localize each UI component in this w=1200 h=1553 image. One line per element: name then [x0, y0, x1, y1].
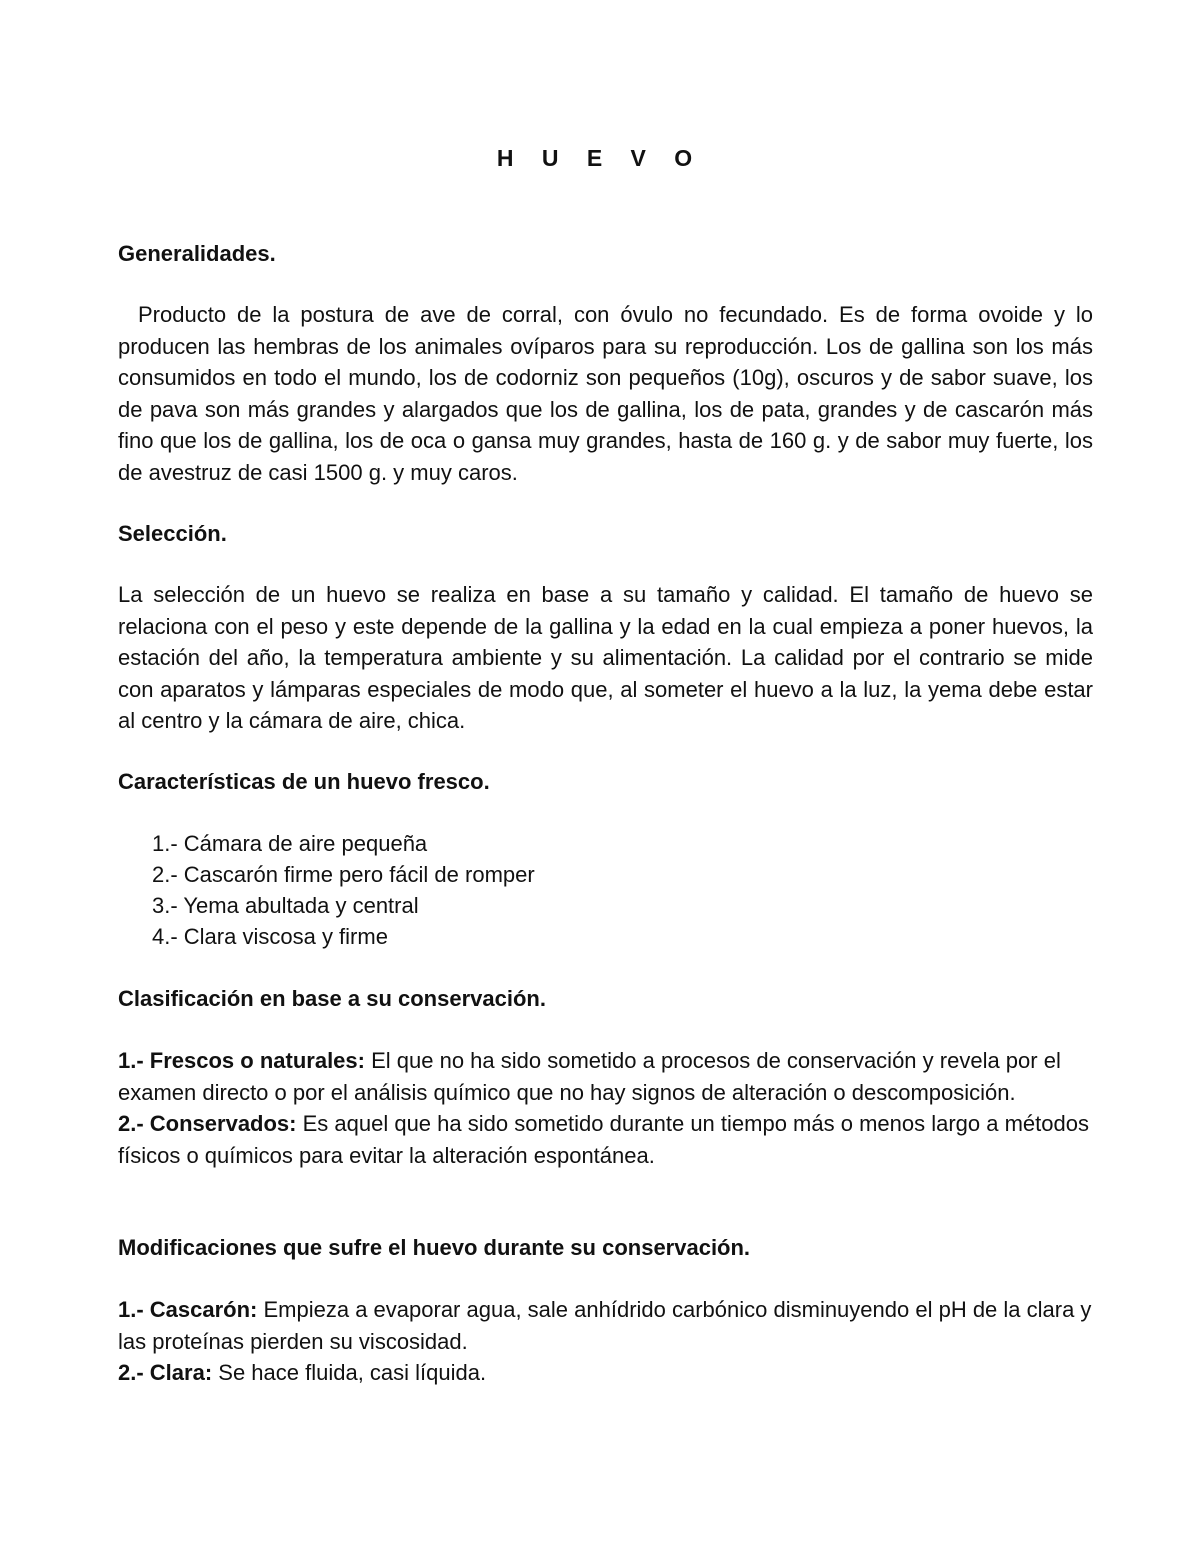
list-item: 3.- Yema abultada y central — [152, 893, 419, 918]
modificaciones-item-clara — [118, 1357, 1093, 1389]
clasificacion-list — [118, 1045, 1093, 1171]
heading-clasificacion: Clasificación en base a su conservación. — [118, 986, 546, 1011]
item-text: Se hace fluida, casi líquida. — [212, 1360, 487, 1385]
list-item: 2.- Cascarón firme pero fácil de romper — [152, 862, 535, 887]
modificaciones-list — [118, 1294, 1093, 1389]
heading-modificaciones: Modificaciones que sufre el huevo durante su conservación. — [118, 1235, 751, 1260]
clasificacion-item-conservados — [118, 1108, 1093, 1171]
list-item: 4.- Clara viscosa y firme — [152, 924, 388, 949]
heading-seleccion: Selección. — [118, 521, 227, 546]
item-label: 2.- Conservados: — [118, 1111, 297, 1136]
item-text: El que no ha sido sometido a procesos de conservación y revela por el examen directo o por el análisis químico que no hay signos de alteración o descomposición. — [118, 1048, 1061, 1105]
item-text: Es aquel que ha sido sometido durante un tiempo más o menos largo a métodos físicos o químicos para evitar la alteración espontánea. — [118, 1111, 1089, 1168]
item-label: 1.- Cascarón: — [118, 1297, 258, 1322]
item-text: Empieza a evaporar agua, sale anhídrido carbónico disminuyendo el pH de la clara y las proteínas pierden su viscosidad. — [118, 1297, 1092, 1354]
modificaciones-item-cascaron — [118, 1294, 1093, 1357]
item-label: 2.- Clara: — [118, 1360, 213, 1385]
paragraph-generalidades: Producto de la postura de ave de corral, con óvulo no fecundado. Es de forma ovoide y lo producen las hembras de los animales ovíparos para su reproducción. Los de gallina son los más consumidos en todo el mundo, los de codorniz son pequeños (10g), oscuros y de sabor suave, los de pava son más grandes y alargados que los de gallina, los de pata, grandes y de cascarón más fino que los de gallina, los de oca o gansa muy grandes, hasta de 160 g. y de sabor muy fuerte, los de avestruz de casi 1500 g. y muy caros. — [118, 302, 1093, 485]
heading-generalidades: Generalidades. — [118, 241, 276, 266]
heading-caracteristicas: Características de un huevo fresco. — [118, 769, 490, 794]
paragraph-seleccion: La selección de un huevo se realiza en base a su tamaño y calidad. El tamaño de huevo se relaciona con el peso y este depende de la gallina y la edad en la cual empieza a poner huevos, la estación del año, la temperatura ambiente y su alimentación. La calidad por el contrario se mide con aparatos y lámparas especiales de modo que, al someter el huevo a la luz, la yema debe estar al centro y la cámara de aire, chica. — [118, 582, 1093, 733]
item-label: 1.- Frescos o naturales: — [118, 1048, 365, 1073]
document-title: H U E V O — [496, 145, 704, 171]
clasificacion-item-frescos — [118, 1045, 1093, 1108]
list-item: 1.- Cámara de aire pequeña — [152, 831, 428, 856]
